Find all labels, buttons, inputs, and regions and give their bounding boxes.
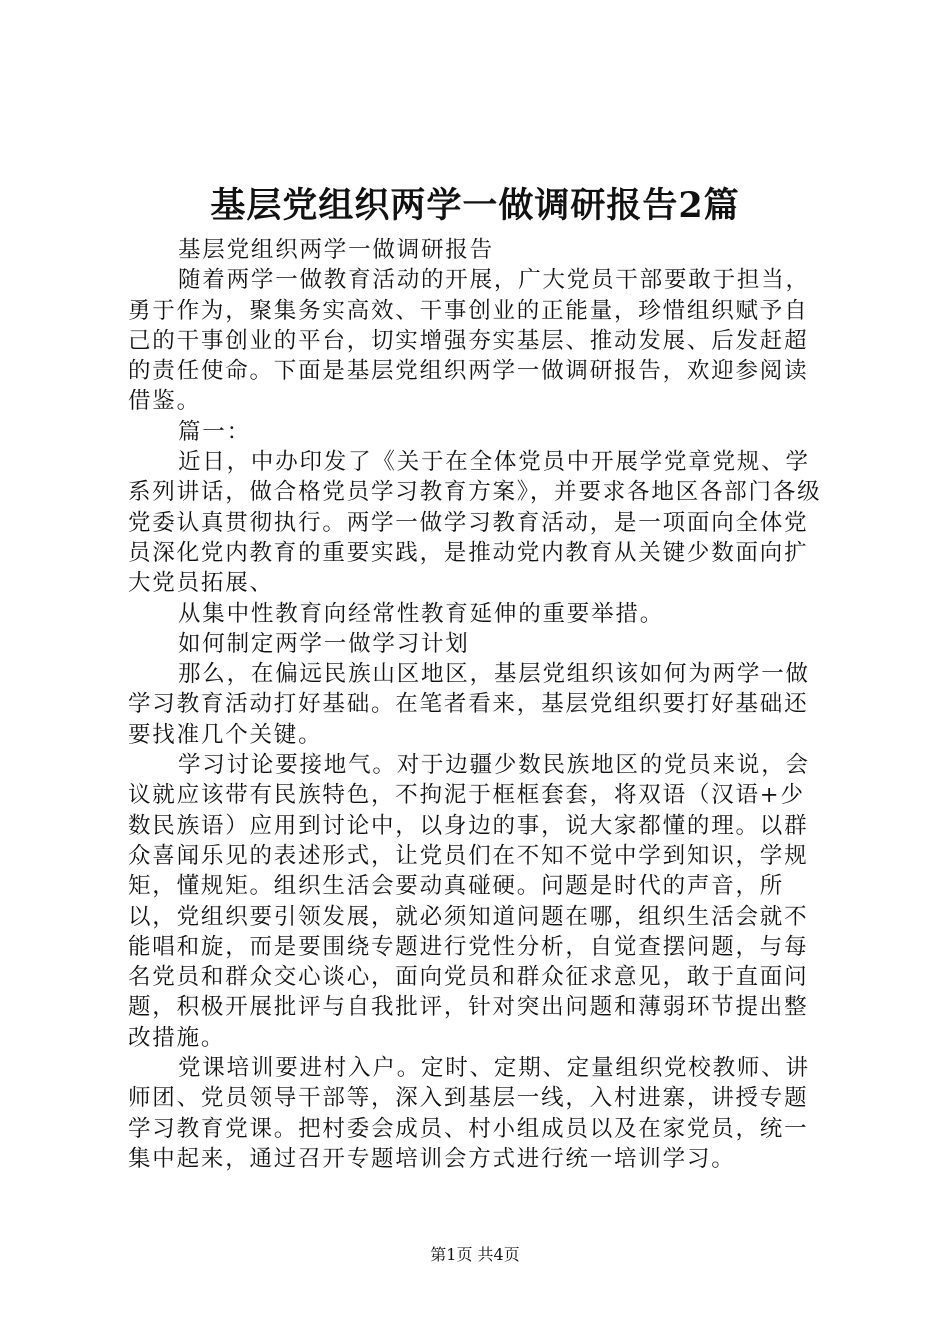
paragraph: 从集中性教育向经常性教育延伸的重要举措。 (178, 600, 665, 627)
paragraph-heading: 如何制定两学一做学习计划 (178, 630, 470, 657)
paragraph: 那么，在偏远民族山区地区，基层党组织该如何为两学一做学习教育活动打好基础。在笔者看来，基层党组织要打好基础还要找准几个关键。 (128, 661, 810, 748)
paragraph: 学习讨论要接地气。对于边疆少数民族地区的党员来说，会议就应该带有民族特色，不拘泥于框框套套，将双语（汉语+少数民族语）应用到讨论中，以身边的事，说大家都懂的理。以群众喜闻乐见的表述形式，让党员们在不知不觉中学到知识，学规矩，懂规矩。组织生活会要动真碰硬。问题是时代的声音，所以，党组织要引领发展，就必须知道问题在哪，组织生活会就不能唱和旋，而是要围绕专题进行党性分析，自觉查摆问题，与每名党员和群众交心谈心，面向党员和群众征求意见，敢于直面问题，积极开展批评与自我批评，针对突出问题和薄弱环节提出整改措施。 (128, 752, 810, 1051)
paragraph-intro: 随着两学一做教育活动的开展，广大党员干部要敢于担当，勇于作为，聚集务实高效、干事创业的正能量，珍惜组织赋予自己的干事创业的平台，切实增强夯实基层、推动发展、后发赶超的责任使命。下面是基层党组织两学一做调研报告，欢迎参阅读借鉴。 (128, 267, 810, 415)
paragraph-section-one-heading: 篇一： (178, 418, 251, 445)
paragraph-subtitle: 基层党组织两学一做调研报告 (178, 237, 494, 263)
page-footer: 第1页 共4页 (430, 1245, 520, 1264)
document-body (128, 235, 828, 1174)
document-title: 基层党组织两学一做调研报告2篇 (210, 185, 740, 226)
paragraph: 党课培训要进村入户。定时、定期、定量组织党校教师、讲师团、党员领导干部等，深入到基层一线，入村进寨，讲授专题学习教育党课。把村委会成员、村小组成员以及在家党员，统一集中起来，通过召开专题培训会方式进行统一培训学习。 (128, 1055, 810, 1172)
paragraph: 近日，中办印发了《关于在全体党员中开展学党章党规、学系列讲话，做合格党员学习教育方案》，并要求各地区各部门各级党委认真贯彻执行。两学一做学习教育活动，是一项面向全体党员深化党内教育的重要实践，是推动党内教育从关键少数面向扩大党员拓展、 (128, 449, 822, 597)
